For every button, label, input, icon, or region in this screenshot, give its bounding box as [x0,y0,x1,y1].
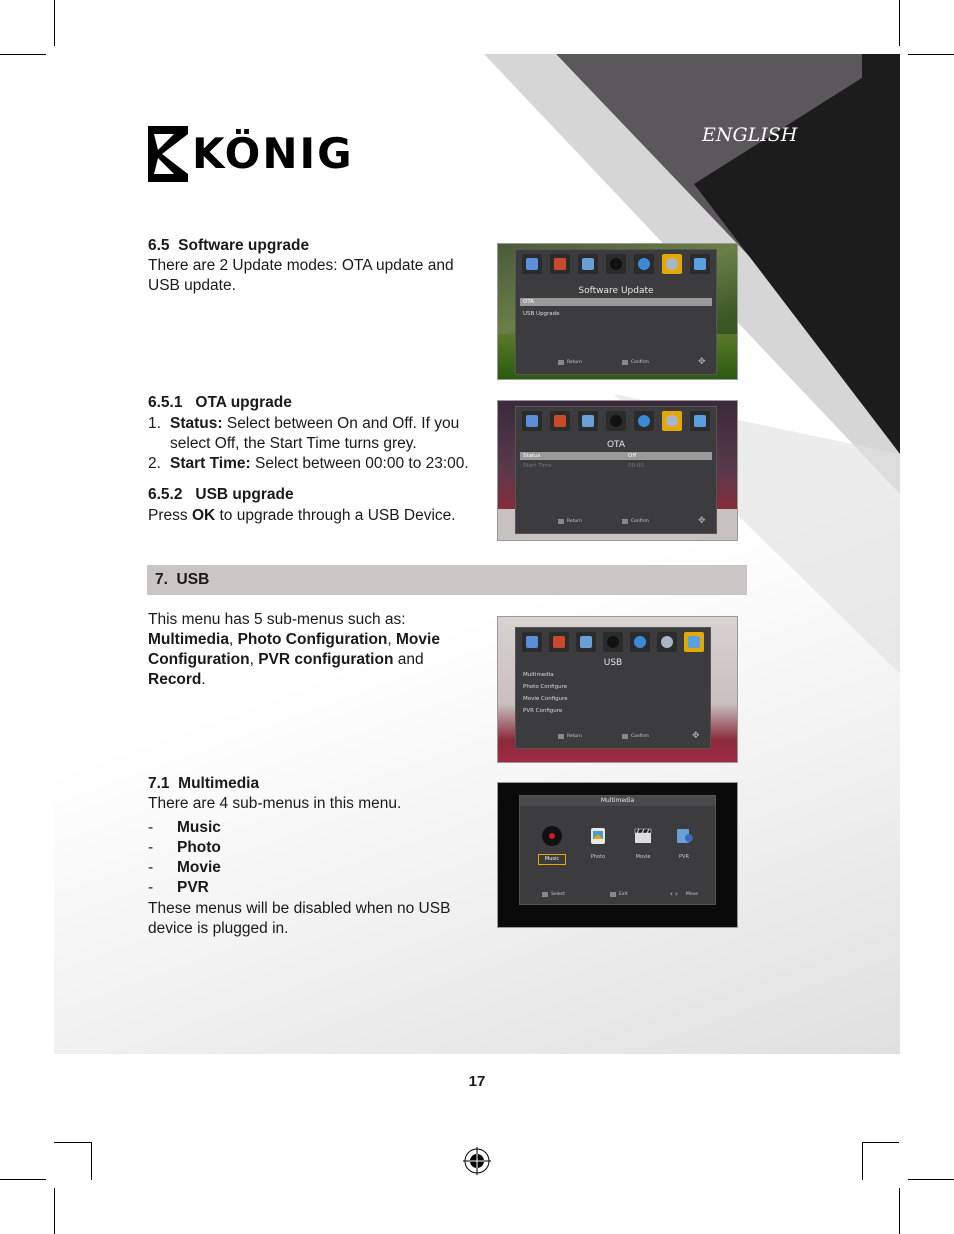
list-item-label: Status: [170,415,223,432]
list-item: Photo [177,839,221,856]
dpad-icon: ✥ [698,516,706,526]
menu-row[interactable]: Photo Configure [523,684,568,690]
footer-confirm: Confirm [631,734,649,739]
movie-tile[interactable] [629,826,657,866]
list-dash: - [148,879,154,896]
section-body [148,506,468,526]
submenu-name: Movie Configuration [148,631,440,668]
key-icon [558,519,564,524]
crop-mark [54,0,55,46]
section-heading: 6.5.1 OTA upgrade [148,394,292,411]
key-icon [558,734,564,739]
body-bold: OK [191,507,216,524]
menu-panel [519,795,716,905]
list-number: 2. [148,455,161,472]
list-item [170,454,480,474]
footer-confirm: Confirm [631,519,649,524]
image-icon [578,254,598,274]
picture-icon [549,632,569,652]
picture-icon [550,411,570,431]
sound-icon [606,411,626,431]
image-icon [578,411,598,431]
tile-label: PVR [679,854,689,860]
corner-box [862,54,900,90]
section-body: There are 4 sub-menus in this menu. [148,795,402,812]
globe-icon [634,411,654,431]
list-dash: - [148,859,154,876]
globe-icon [630,632,650,652]
submenu-name: Photo Configuration [237,631,388,648]
channel-icon [522,411,542,431]
key-icon [558,360,564,365]
menu-row[interactable]: USB Upgrade [523,311,560,317]
menu-row[interactable] [520,452,712,460]
crop-mark [54,1188,55,1234]
pvr-tile[interactable] [670,826,698,866]
konig-k-icon [148,126,188,182]
channel-icon [522,632,542,652]
key-icon [622,519,628,524]
section-heading: 6.5.2 USB upgrade [148,486,294,503]
footer-select: Select [551,892,565,897]
submenu-name: Multimedia [148,631,229,648]
crop-mark [0,54,46,55]
menu-row[interactable]: OTA [520,298,712,306]
crop-mark [899,1188,900,1234]
menu-panel [515,249,717,375]
separator: , [228,631,238,648]
language-label: ENGLISH [702,124,798,146]
banner-title: 7. USB [155,571,210,588]
key-icon [542,892,548,897]
list-dash: - [148,839,154,856]
list-item-label: Start Time: [170,455,251,472]
separator: , [249,651,259,668]
menu-panel [515,627,711,749]
menu-footer [520,890,715,900]
submenu-name: PVR configuration [258,651,394,668]
music-tile[interactable] [538,823,566,867]
menu-icon-row [522,411,710,433]
list-item-text: Select between On and Off. If you select Off, the Start Time turns grey. [170,415,460,452]
section-body: This menu has 5 sub-menus such as: [148,611,406,628]
dpad-icon: ✥ [692,731,700,741]
vinyl-record-icon [541,823,563,849]
list-dash: - [148,819,154,836]
dpad-icon: ✥ [698,357,706,367]
globe-icon [634,254,654,274]
crop-mark [54,1142,91,1143]
photo-tile[interactable] [584,826,612,866]
menu-title: OTA [606,440,626,450]
separator: and [393,651,424,668]
section-banner [147,565,747,595]
footer-return: Return [567,519,582,524]
section-heading: 7.1 Multimedia [148,775,260,792]
submenu-list [148,630,483,690]
footer-move: Move [686,892,699,897]
menu-icon-row [522,632,704,654]
body-text: Press [148,507,192,524]
brand-name: KÖNIG [192,129,354,178]
separator: . [201,671,206,688]
film-clapper-icon [634,828,652,844]
footer-return: Return [567,734,582,739]
picture-icon [550,254,570,274]
row-label: Start Time [523,463,552,469]
footer-return: Return [567,360,582,365]
list-item [170,414,470,454]
row-label: Status [523,453,541,459]
list-item-text: Select between 00:00 to 23:00. [250,455,469,472]
page-number: 17 [468,1073,486,1090]
menu-footer [520,731,706,744]
menu-footer [520,516,712,529]
photo-icon [590,826,606,846]
crop-mark [862,1142,899,1143]
crop-mark [862,1142,863,1180]
crop-mark [899,0,900,46]
pvr-icon [676,828,694,844]
usb-icon [684,632,704,652]
list-item: PVR [177,879,209,896]
tile-label: Movie [635,854,651,860]
sound-icon [603,632,623,652]
channel-icon [522,254,542,274]
sound-icon [606,254,626,274]
screenshot-usb [497,616,738,763]
row-value: Off [628,453,637,459]
row-value: 00:00 [628,463,644,469]
menu-footer [520,357,712,370]
usb-icon [690,254,710,274]
screenshot-software-update [497,243,738,380]
menu-title: Software Update [578,286,654,296]
screenshot-ota [497,400,738,541]
crop-mark [0,1179,46,1180]
registration-mark-icon [463,1147,491,1175]
menu-row[interactable]: Multimedia [523,672,554,678]
footer-exit: Exit [619,892,628,897]
screenshot-multimedia [497,782,738,928]
list-number: 1. [148,415,161,432]
separator: , [387,631,397,648]
usb-icon [690,411,710,431]
brand-logo [148,126,358,182]
tile-label: Photo [590,854,606,860]
image-icon [576,632,596,652]
menu-icon-row [522,254,710,276]
footer-confirm: Confirm [631,360,649,365]
settings-icon [662,254,682,274]
menu-panel [515,406,717,534]
key-icon [610,892,616,897]
crop-mark [908,1179,954,1180]
arrows-icon: ‹ › [670,890,678,898]
crop-mark [91,1142,92,1180]
key-icon [622,734,628,739]
settings-icon [657,632,677,652]
section-body: These menus will be disabled when no USB device is plugged in. [148,900,451,937]
section-body: There are 2 Update modes: OTA update and USB update. [148,257,454,294]
menu-title: USB [603,658,623,668]
menu-row [520,462,712,470]
menu-title: Multimedia [600,797,635,804]
settings-icon [662,411,682,431]
key-icon [622,360,628,365]
list-item: Music [177,819,221,836]
section-heading: 6.5 Software upgrade [148,237,310,254]
tile-label: Music [538,854,566,865]
menu-row[interactable]: PVR Configure [523,708,563,714]
body-text: to upgrade through a USB Device. [215,507,456,524]
menu-row[interactable]: Movie Configure [523,696,568,702]
submenu-name: Record [148,671,202,688]
list-item: Movie [177,859,221,876]
crop-mark [908,54,954,55]
